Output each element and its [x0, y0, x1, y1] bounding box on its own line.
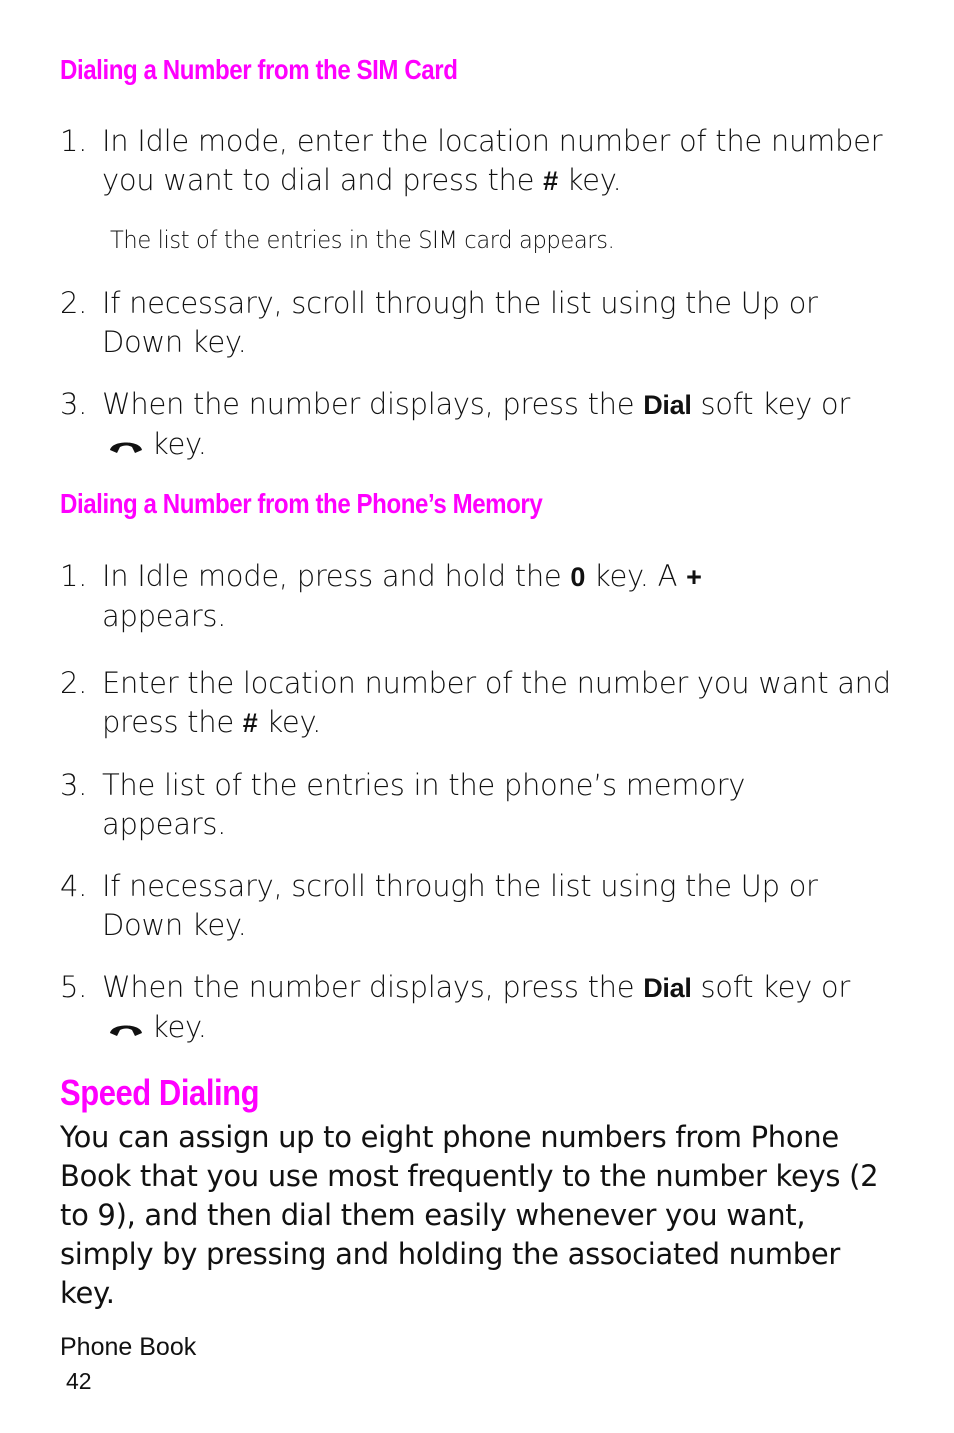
step-number: 3.: [60, 387, 88, 421]
step-number: 3.: [60, 768, 88, 802]
footer-section-name: Phone Book: [60, 1333, 197, 1361]
step-text: In Idle mode, enter the location number of the number you want to dial and press the # key.: [102, 124, 883, 197]
send-key-icon: [108, 436, 144, 456]
key-name: #: [543, 166, 558, 196]
step-text: Enter the location number of the number you want and press the # key.: [102, 666, 891, 739]
section-heading-speed-dialing: Speed Dialing: [60, 1072, 260, 1113]
step-text: If necessary, scroll through the list using the Up or Down key.: [102, 869, 818, 942]
step-text: The list of the entries in the phone’s memory appears.: [102, 768, 746, 841]
step-text: When the number displays, press the Dial soft key orkey.: [102, 387, 850, 461]
send-key-icon: [108, 1019, 144, 1039]
step-note: The list of the entries in the SIM card appears.: [110, 226, 615, 254]
key-name: 0: [570, 562, 586, 592]
step-number: 1.: [60, 124, 88, 158]
step-text: In Idle mode, press and hold the 0 key. A + appears.: [102, 559, 702, 633]
step-number: 4.: [60, 869, 88, 903]
step-text: If necessary, scroll through the list using the Up or Down key.: [102, 286, 818, 359]
key-name: Dial: [643, 390, 692, 420]
step-number: 2.: [60, 666, 88, 700]
body-paragraph: You can assign up to eight phone numbers from Phone Book that you use most frequently to the number keys (2 to 9), and then dial them easily whenever you want, simply by pressing and holding the associated number key.: [60, 1120, 879, 1310]
section-heading-phone-memory: Dialing a Number from the Phone’s Memory: [60, 488, 543, 519]
step-number: 2.: [60, 286, 88, 320]
page-number: 42: [66, 1368, 92, 1394]
section-heading-sim-card: Dialing a Number from the SIM Card: [60, 54, 458, 85]
key-name: #: [242, 708, 258, 738]
step-text: When the number displays, press the Dial soft key orkey.: [102, 970, 850, 1044]
step-number: 5.: [60, 970, 88, 1004]
key-name: +: [686, 562, 702, 592]
key-name: Dial: [643, 973, 692, 1003]
step-number: 1.: [60, 559, 88, 593]
